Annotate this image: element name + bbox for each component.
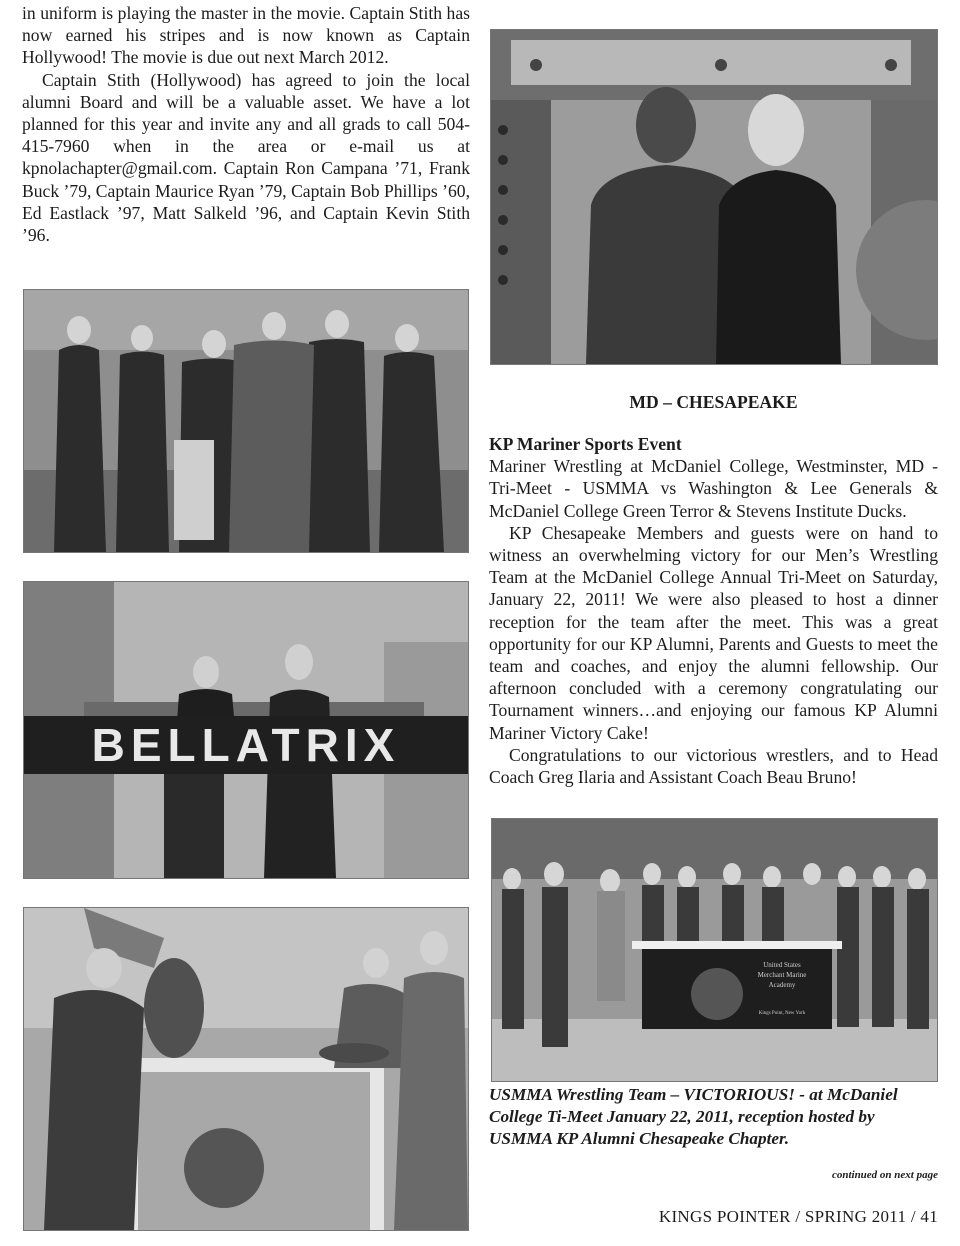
section-paragraph-1: Mariner Wrestling at McDaniel College, Westminster, MD - Tri-Meet - USMMA vs Washington & Lee Generals & McDaniel College Green Terror & Stevens Institute Ducks. <box>489 456 938 521</box>
intro-paragraph-1: in uniform is playing the master in the movie. Captain Stith has now earned his stripes and is now known as Captain Hollywood! The movie is due out next March 2012. <box>22 3 470 68</box>
bellatrix-sign-text: BELLATRIX <box>91 719 401 771</box>
intro-paragraph-2: Captain Stith (Hollywood) has agreed to join the local alumni Board and will be a valuable asset. We have a lot planned for this year and invite any and all grads to call 504-415-7960 when in the area or e-mail us at kpnolachapter@gmail.com. Captain Ron Campana ’71, Frank Buck ’79, Captain Maurice Ryan ’79, Captain Bob Phillips ’60, Ed Eastlack ’97, Matt Salkeld ’96, and Captain Kevin Stith ’96. <box>22 69 470 246</box>
banner-line-1: United States <box>763 961 801 969</box>
intro-text <box>22 2 470 246</box>
section-paragraph-2: KP Chesapeake Members and guests were on hand to witness an overwhelming victory for our Men’s Wrestling Team at the McDaniel College Annual Tri-Meet on Saturday, January 22, 2011! We were also pleased to host a dinner reception for the team after the meet. This was a great opportunity for our KP Alumni, Parents and Guests to meet the team and coaches, and enjoy the alumni fellowship. Our afternoon concluded with a ceremony congratulating our Tournament winners…and enjoying our famous KP Alumni Mariner Victory Cake! <box>489 522 938 743</box>
photo-crew-group <box>23 289 469 553</box>
photo-engine-room <box>23 907 469 1231</box>
photo-caption: USMMA Wrestling Team – VICTORIOUS! - at McDaniel College Ti-Meet January 22, 2011, reception hosted by USMMA KP Alumni Chesapeake Chapter. <box>489 1085 898 1148</box>
page-folio: KINGS POINTER / SPRING 2011 / 41 <box>658 1207 938 1226</box>
photo-wrestling-team-reception <box>491 818 938 1082</box>
section-subheading: KP Mariner Sports Event <box>489 434 682 454</box>
banner-line-2: Merchant Marine <box>757 971 807 979</box>
banner-line-3: Academy <box>768 981 796 989</box>
section-heading-md-chesapeake: MD – CHESAPEAKE <box>629 392 798 412</box>
photo-bellatrix-bridge <box>23 581 469 879</box>
continued-note: continued on next page <box>831 1169 938 1181</box>
banner-line-4: Kings Point, New York <box>758 1011 806 1016</box>
section-body <box>489 433 938 788</box>
photo-two-men-on-deck <box>490 29 938 365</box>
section-paragraph-3: Congratulations to our victorious wrestlers, and to Head Coach Greg Ilaria and Assistant Coach Beau Bruno! <box>489 744 938 788</box>
